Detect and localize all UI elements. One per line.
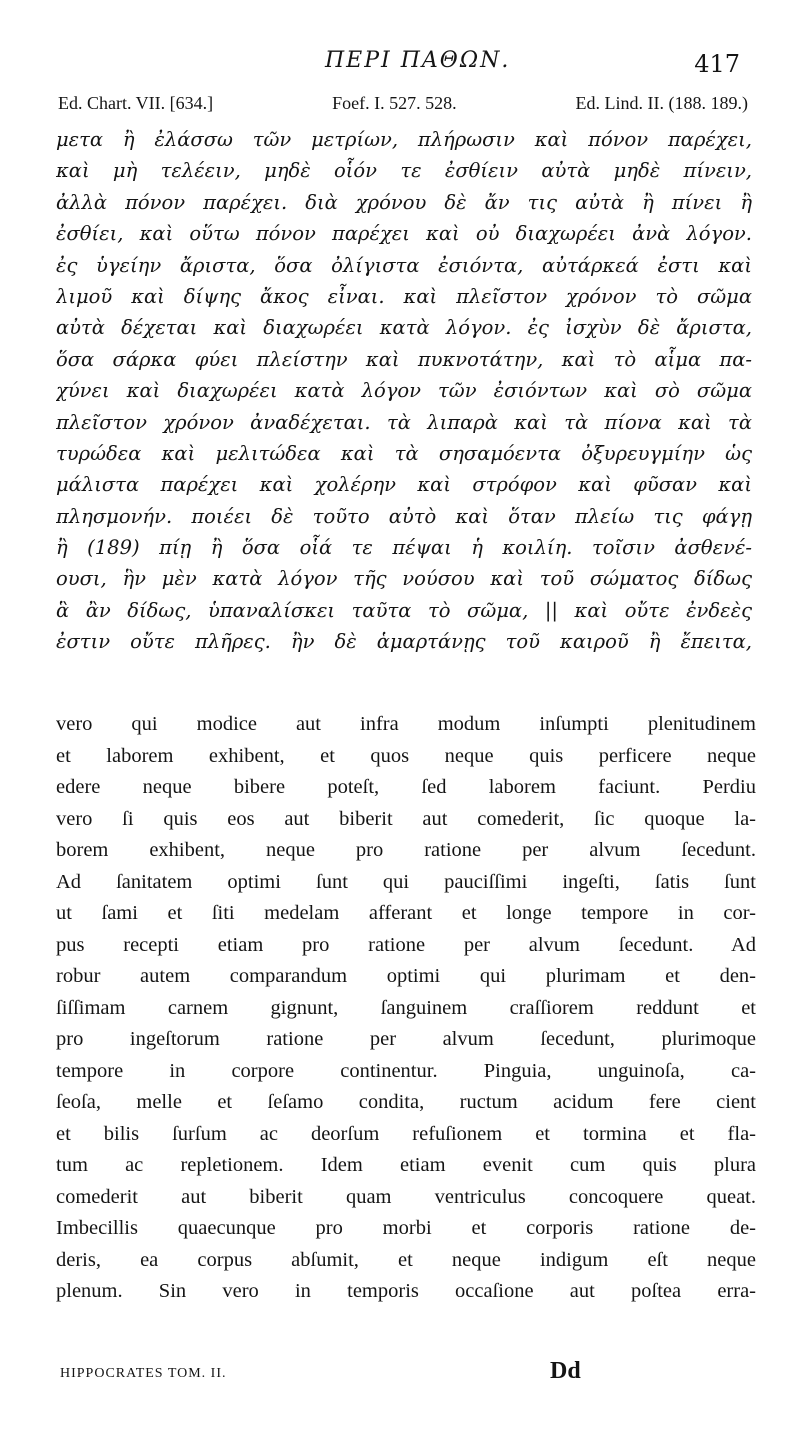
greek-line: λιμοῦ καὶ δίψης ἄκος εἶναι. καὶ πλεῖστον χρόνον τὸ σῶμα	[56, 284, 752, 308]
greek-line: ἀλλὰ πόνον παρέχει. διὰ χρόνου δὲ ἄν τις αὐτὰ ἢ πίνει ἢ	[56, 190, 752, 214]
greek-line: ἐστιν οὔτε πλῆρες. ἢν δὲ ἁμαρτάνῃς τοῦ καιροῦ ἢ ἔπειτα,	[56, 630, 752, 654]
greek-line: πλεῖστον χρόνον ἀναδέχεται. τὰ λιπαρὰ καὶ τὰ πίονα καὶ τὰ	[56, 410, 752, 434]
latin-line: tum ac repletionem. Idem etiam evenit cum quis plura	[56, 1154, 756, 1176]
latin-line: comederit aut biberit quam ventriculus concoquere queat.	[56, 1185, 756, 1208]
latin-line: et laborem exhibent, et quos neque quis perficere neque	[56, 744, 756, 767]
latin-line: pus recepti etiam pro ratione per alvum ſecedunt. Ad	[56, 933, 756, 956]
greek-line: πλησμονήν. ποιέει δὲ τοῦτο αὐτὸ καὶ ὅταν πλείω τις φάγῃ	[56, 504, 752, 528]
signature-line: HIPPOCRATES TOM. II.	[60, 1366, 227, 1381]
latin-line: ſiſſimam carnem gignunt, ſanguinem craſſiorem reddunt et	[56, 996, 756, 1019]
latin-line: vero qui modice aut infra modum inſumpti plenitudinem	[56, 713, 756, 735]
greek-line: χύνει καὶ διαχωρέει κατὰ λόγον τῶν ἐσιόντων καὶ σὸ σῶμα	[56, 379, 752, 403]
greek-text-block	[56, 124, 752, 658]
greek-line: ἃ ἂν δίδως, ὑπαναλίσκει ταῦτα τὸ σῶμα, || καὶ οὔτε ἐνδεὲς	[56, 598, 752, 622]
latin-line: robur autem comparandum optimi qui plurimam et den-	[56, 965, 756, 987]
greek-line: ἢ (189) πίῃ ἢ ὅσα οἷά τε πέψαι ἡ κοιλίη. τοῖσιν ἀσθενέ-	[56, 536, 752, 560]
running-title: ΠΕΡΙ ΠΑΘΩΝ.	[325, 48, 511, 73]
latin-line: ut ſami et ſiti medelam afferant et longe tempore in cor-	[56, 902, 756, 924]
greek-line: ουσι, ἣν μὲν κατὰ λόγον τῆς νούσου καὶ τοῦ σώματος δίδως	[56, 567, 752, 591]
edition-reference-linden: Ed. Lind. II. (188. 189.)	[575, 93, 748, 113]
latin-line: Ad ſanitatem optimi ſunt qui pauciſſimi ingeſti, ſatis ſunt	[56, 870, 756, 893]
greek-line: αὐτὰ δέχεται καὶ διαχωρέει κατὰ λόγον. ἐς ἰσχὺν δὲ ἄριστα,	[56, 316, 752, 340]
greek-line: ἐσθίει, καὶ οὕτω πόνον παρέχει καὶ οὐ διαχωρέει ἀνὰ λόγον.	[56, 222, 752, 246]
page-footer	[60, 1360, 700, 1390]
page-number: 417	[694, 50, 740, 78]
signature-mark: Dd	[550, 1358, 581, 1384]
latin-line: tempore in corpore continentur. Pinguia, unguinoſa, ca-	[56, 1059, 756, 1082]
greek-line: μάλιστα παρέχει καὶ χολέρην καὶ στρόφον καὶ φῦσαν καὶ	[56, 473, 752, 497]
greek-line: ἐς ὑγείην ἄριστα, ὅσα ὀλίγιστα ἐσιόντα, αὐτάρκεά ἐστι καὶ	[56, 253, 752, 277]
edition-reference-foes: Foef. I. 527. 528.	[332, 93, 457, 113]
latin-line: edere neque bibere poteſt, ſed laborem faciunt. Perdiu	[56, 776, 756, 798]
latin-line: ſeoſa, melle et ſeſamo condita, ructum acidum fere cient	[56, 1091, 756, 1113]
latin-line: borem exhibent, neque pro ratione per alvum ſecedunt.	[56, 839, 756, 861]
latin-line: deris, ea corpus abſumit, et neque indigum eſt neque	[56, 1248, 756, 1271]
latin-line: Imbecillis quaecunque pro morbi et corporis ratione de-	[56, 1217, 756, 1239]
page-header	[60, 48, 740, 88]
latin-line: vero ſi quis eos aut biberit aut comederit, ſic quoque la-	[56, 807, 756, 830]
greek-line: τυρώδεα καὶ μελιτώδεα καὶ τὰ σησαμόεντα ὀξυρευγμίην ὡς	[56, 441, 752, 465]
latin-translation-block	[56, 709, 756, 1308]
latin-line: pro ingeſtorum ratione per alvum ſecedunt, plurimoque	[56, 1028, 756, 1050]
greek-line: ὅσα σάρκα φύει πλείστην καὶ πυκνοτάτην, καὶ τὸ αἷμα πα-	[56, 347, 752, 371]
greek-line: καὶ μὴ τελέειν, μηδὲ οἷόν τε ἐσθίειν αὐτὰ μηδὲ πίνειν,	[56, 159, 752, 183]
edition-reference-line	[58, 93, 748, 114]
edition-reference-chartier: Ed. Chart. VII. [634.]	[58, 93, 214, 113]
greek-line: μετα ἢ ἐλάσσω τῶν μετρίων, πλήρωσιν καὶ πόνον παρέχει,	[56, 128, 752, 151]
latin-line: plenum. Sin vero in temporis occaſione aut poſtea erra-	[56, 1280, 756, 1302]
latin-line: et bilis ſurſum ac deorſum refuſionem et tormina et fla-	[56, 1122, 756, 1145]
